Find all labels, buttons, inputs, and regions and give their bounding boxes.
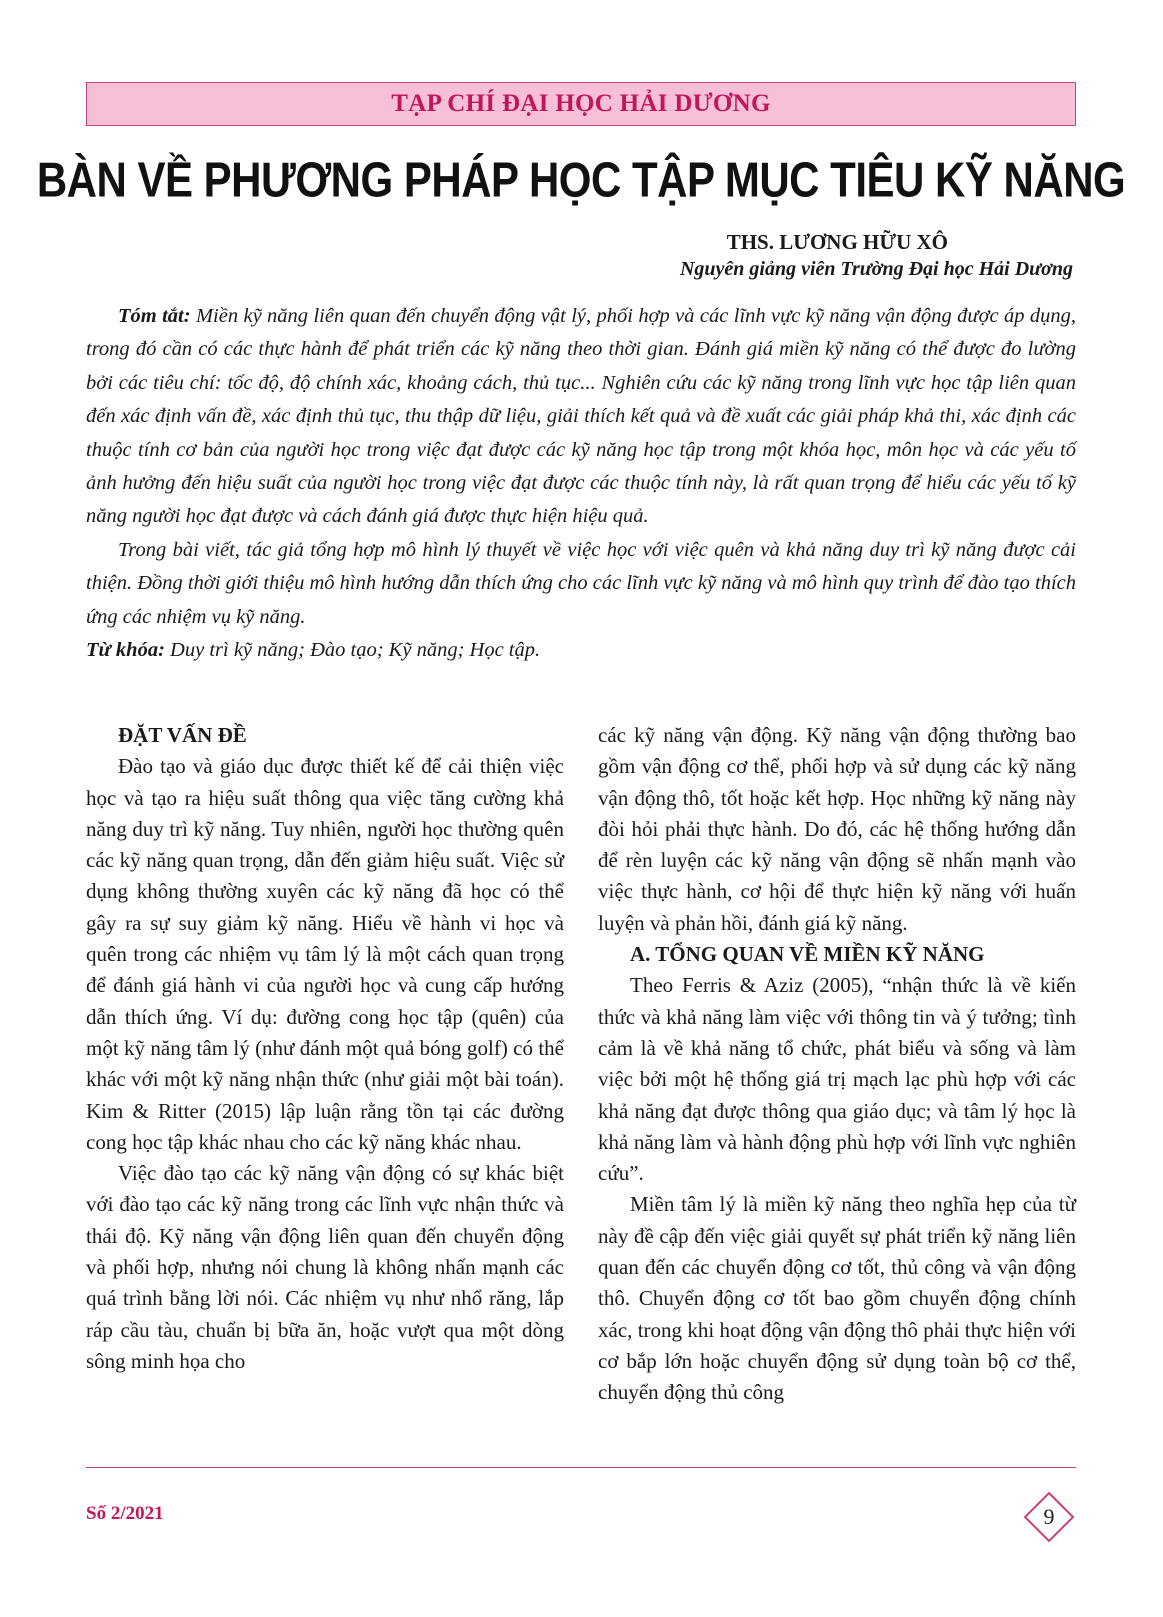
keywords bbox=[86, 634, 1076, 667]
journal-name: TẠP CHÍ ĐẠI HỌC HẢI DƯƠNG bbox=[391, 90, 771, 117]
body-paragraph: Miền tâm lý là miền kỹ năng theo nghĩa hẹp của từ này đề cập đến việc giải quyết sự phát triển kỹ năng liên quan đến các chuyển động cơ tốt, thủ công và vận động thô. Chuyển động cơ tốt bao gồm chuyển động chính xác, trong khi hoạt động vận động thô phải thực hiện với cơ bắp lớn hoặc chuyển động sử dụng toàn bộ cơ thể, chuyển động thủ công bbox=[598, 1192, 1076, 1405]
abstract bbox=[86, 300, 1076, 667]
abstract-label: Tóm tắt: bbox=[118, 305, 191, 327]
column-right bbox=[598, 720, 1076, 1409]
keywords-text: Duy trì kỹ năng; Đào tạo; Kỹ năng; Học tập. bbox=[170, 639, 541, 662]
author-name: THS. LƯƠNG HỮU XÔ bbox=[726, 230, 948, 254]
section-heading-intro: ĐẶT VẤN ĐỀ bbox=[118, 723, 247, 747]
abstract-paragraph bbox=[86, 300, 1076, 534]
footer-rule bbox=[86, 1467, 1076, 1468]
section-heading-overview: A. TỔNG QUAN VỀ MIỀN KỸ NĂNG bbox=[630, 942, 985, 967]
abstract-text: Miền kỹ năng liên quan đến chuyển động vật lý, phối hợp và các lĩnh vực kỹ năng vận động được áp dụng, trong đó cần có các thực hành để phát triển các kỹ năng theo thời gian. Đánh giá miền kỹ năng có thể được đo lường bởi các tiêu chí: tốc độ, độ chính xác, khoảng cách, thủ tục... Nghiên cứu các kỹ năng trong lĩnh vực học tập liên quan đến xác định vấn đề, xác định thủ tục, thu thập dữ liệu, giải thích kết quả và đề xuất các giải pháp khả thi, xác định các thuộc tính cơ bản của người học trong việc đạt được các kỹ năng học tập trong một khóa học, môn học và các yếu tố ảnh hưởng đến hiệu suất của người học trong việc đạt được các thuộc tính này, là rất quan trọng để hiểu các yếu tố kỹ năng người học đạt được và cách đánh giá được thực hiện hiệu quả. bbox=[86, 305, 1077, 528]
body-paragraph: Đào tạo và giáo dục được thiết kế để cải thiện việc học và tạo ra hiệu suất thông qua việc tăng cường khả năng duy trì kỹ năng. Tuy nhiên, người học thường quên các kỹ năng quan trọng, dẫn đến giảm hiệu suất. Việc sử dụng không thường xuyên các kỹ năng đã học có thể gây ra sự suy giảm kỹ năng. Hiểu về hành vi học và quên trong các nhiệm vụ tâm lý là một cách quan trọng để đánh giá hành vi của người học và cung cấp hướng dẫn thích ứng. Ví dụ: đường cong học tập (quên) của một kỹ năng tâm lý (như đánh một quả bóng golf) có thể khác với một kỹ năng nhận thức (như giải một bài toán). Kim & Ritter (2015) lập luận rằng tồn tại các đường cong học tập khác nhau cho các kỹ năng khác nhau. bbox=[86, 754, 564, 1154]
abstract-paragraph-2: Trong bài viết, tác giả tổng hợp mô hình lý thuyết về việc học với việc quên và khả năng duy trì kỹ năng được cải thiện. Đồng thời giới thiệu mô hình hướng dẫn thích ứng cho các lĩnh vực kỹ năng và mô hình quy trình để đào tạo thích ứng các nhiệm vụ kỹ năng. bbox=[86, 538, 1076, 628]
keywords-label: Từ khóa: bbox=[86, 639, 165, 662]
body-paragraph: Việc đào tạo các kỹ năng vận động có sự khác biệt với đào tạo các kỹ năng trong các lĩnh vực nhận thức và thái độ. Kỹ năng vận động liên quan đến chuyển động và phối hợp, nhưng nói chung là không nhấn mạnh các quá trình bằng lời nói. Các nhiệm vụ như nhổ răng, lắp ráp cầu tàu, chuẩn bị bữa ăn, hoặc vượt qua một dòng sông minh họa cho bbox=[86, 1161, 564, 1373]
author-affiliation: Nguyên giảng viên Trường Đại học Hải Dương bbox=[679, 258, 1073, 280]
journal-banner bbox=[86, 82, 1076, 126]
page-number: 9 bbox=[1043, 1504, 1055, 1529]
column-left bbox=[86, 720, 564, 1377]
page-number-badge bbox=[1023, 1491, 1075, 1543]
issue-number: Số 2/2021 bbox=[86, 1503, 164, 1524]
body-paragraph: các kỹ năng vận động. Kỹ năng vận động thường bao gồm vận động cơ thể, phối hợp và sử dụng các kỹ năng vận động thô, tốt hoặc kết hợp. Học những kỹ năng này đòi hỏi phải thực hành. Do đó, các hệ thống hướng dẫn để rèn luyện các kỹ năng vận động sẽ nhấn mạnh vào việc thực hành, cơ hội để thực hiện kỹ năng với huấn luyện và phản hồi, đánh giá kỹ năng. bbox=[598, 723, 1076, 935]
article-title: BÀN VỀ PHƯƠNG PHÁP HỌC TẬP MỤC TIÊU KỸ NĂNG bbox=[36, 151, 1126, 208]
body-paragraph: Theo Ferris & Aziz (2005), “nhận thức là về kiến thức và khả năng làm việc với thông tin và ý tưởng; tình cảm là về khả năng tổ chức, phát biểu và sống và làm việc bởi một hệ thống giá trị mạch lạc phù hợp với các khả năng đạt được thông qua giáo dục; và tâm lý học là khả năng làm và hành động phù hợp với lĩnh vực nghiên cứu”. bbox=[598, 973, 1076, 1186]
